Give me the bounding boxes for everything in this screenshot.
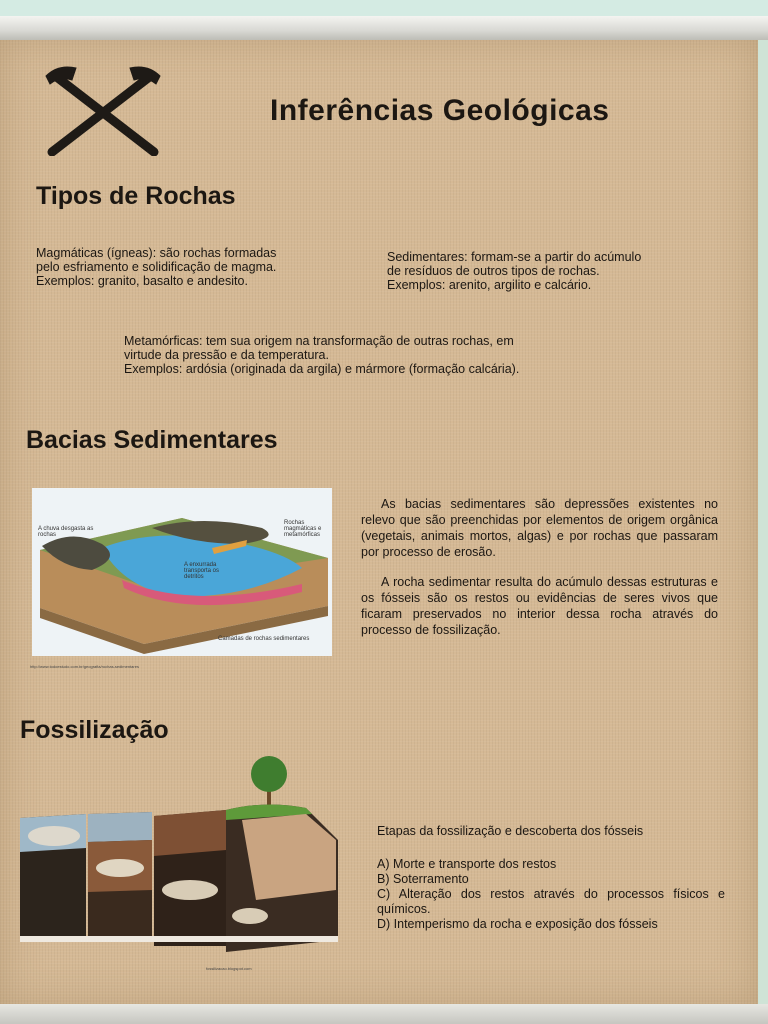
text-line: Sedimentares: formam-se a partir do acúmulo [387,250,642,264]
stage-d-panel [226,804,338,952]
basin-diagram [32,488,332,656]
stage-item-d: D) Intemperismo da rocha e exposição dos fósseis [377,917,658,931]
stages-list [377,857,725,932]
section-heading-rocks: Tipos de Rochas [36,182,236,210]
figure-credit-fossil: fossilizacao.blogspot.com [206,966,252,971]
sedimentary-basin-illustration [32,488,332,656]
basins-description [361,496,718,638]
figure-label-rain: A chuva desgasta as rochas [38,526,94,538]
basins-paragraph-2: A rocha sedimentar resulta do acúmulo dessas estruturas e os fósseis são os restos ou evidências de seres vivos que ficaram preservados no interior dessa rocha através do processo de fossilização. [361,575,718,637]
text-line: Exemplos: granito, basalto e andesito. [36,274,248,288]
stage-c-panel [154,810,226,946]
figure-credit-basins: http://www.todoestudo.com.br/geografia/rochas-sedimentares [30,664,139,669]
stage-b-panel [88,812,152,940]
text-line: Exemplos: arenito, argilito e calcário. [387,278,592,292]
stages-title: Etapas da fossilização e descoberta dos fósseis [377,824,644,838]
text-line: pelo esfriamento e solidificação de magma. [36,260,277,274]
figure-label-water: A enxurrada transporta os detritos [184,562,220,580]
stage-a-panel [20,814,86,936]
crossed-hammers-icon [44,62,162,156]
text-line: Metamórficas: tem sua origem na transformação de outras rochas, em [124,334,514,348]
poster-banner [0,36,758,1006]
hanging-rod-top [0,16,768,40]
fossilization-stages [377,824,725,932]
text-line: Magmáticas (ígneas): são rochas formadas [36,246,277,260]
stage-item-b: B) Soterramento [377,872,469,886]
figure-label-layers: Camadas de rochas sedimentares [218,636,310,642]
sedimentary-rocks-text [387,250,727,292]
section-heading-fossil: Fossilização [20,716,169,744]
section-heading-basins: Bacias Sedimentares [26,426,278,454]
text-line: virtude da pressão e da temperatura. [124,348,329,362]
text-line: de resíduos de outros tipos de rochas. [387,264,600,278]
magmatic-rocks-text [36,246,366,288]
tree-icon [251,756,287,792]
metamorphic-rocks-text [124,334,664,376]
fossilization-stages-illustration [16,740,346,960]
stage-item-c: C) Alteração dos restos através do processos físicos e químicos. [377,887,725,916]
hanging-rod-bottom [0,1004,768,1024]
figure-label-rocks: Rochas magmáticas e metamórficas [284,520,322,538]
basins-paragraph-1: As bacias sedimentares são depressões existentes no relevo que são preenchidas por elementos de origem orgânica (vegetais, animais mortos, algas) e por rochas que passaram por processo de erosão. [361,497,718,559]
wall-edge [758,36,768,1006]
page-title: Inferências Geológicas [270,94,610,127]
text-line: Exemplos: ardósia (originada da argila) e mármore (formação calcária). [124,362,520,376]
stage-item-a: A) Morte e transporte dos restos [377,857,557,871]
